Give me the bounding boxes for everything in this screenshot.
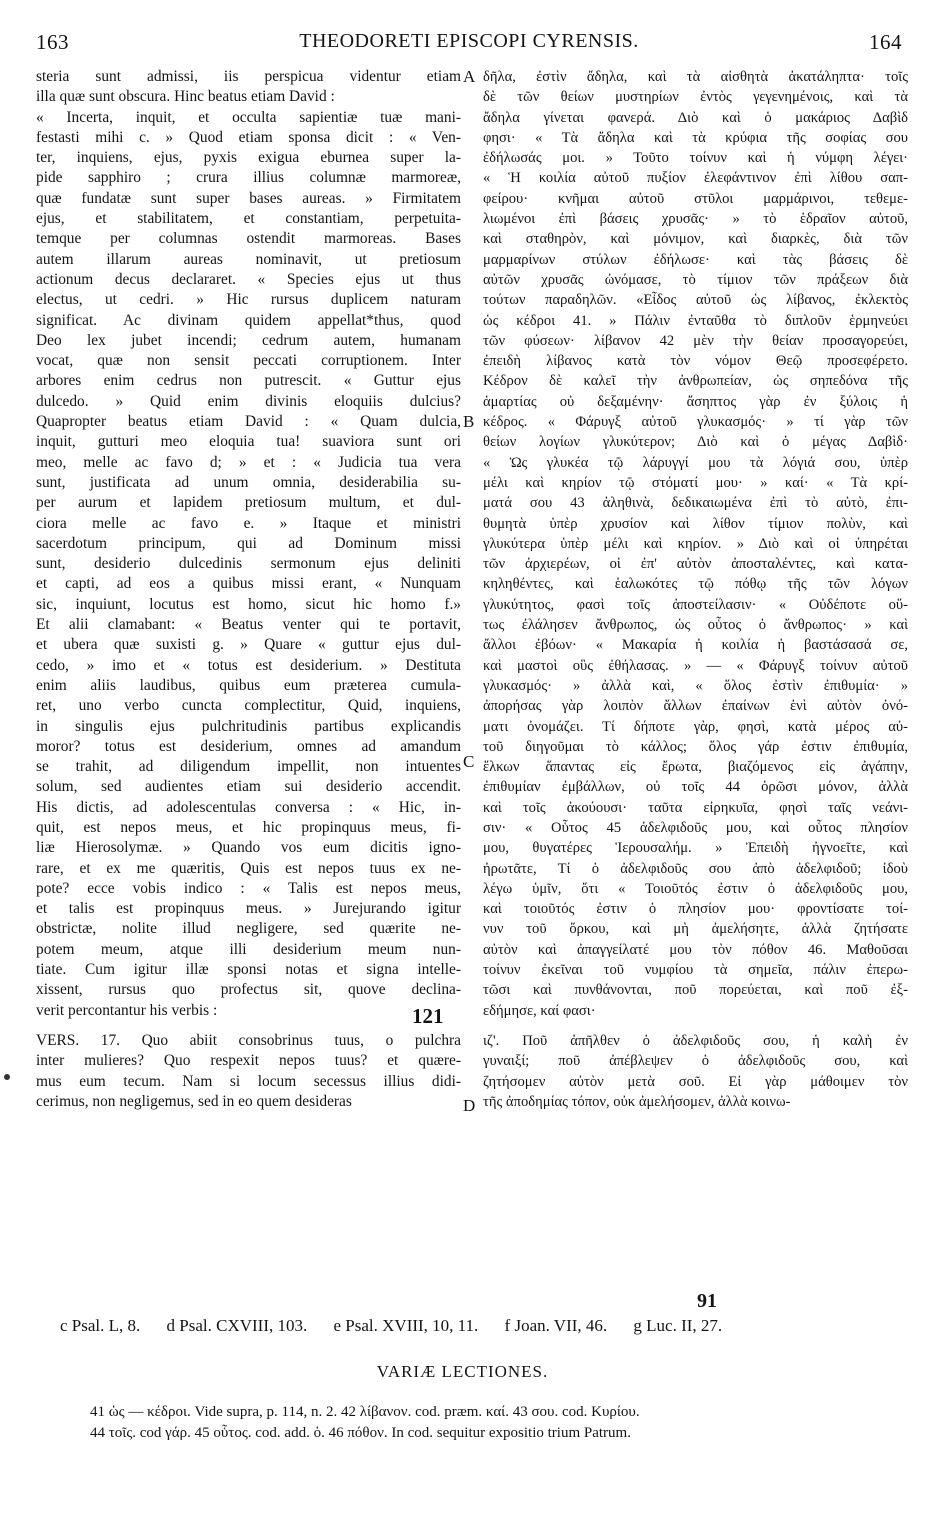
- greek-text-line: αὐτῶν χρυσᾶς ὠνόμασε, τὸ τίμιον τῶν πράξεων διὰ: [483, 271, 908, 288]
- greek-text-line: δὲ τῶν θείων μυστηρίων ἐντὸς γεγενημένοις, καὶ τὰ: [483, 89, 908, 106]
- variant-line: 44 τοῖς. cod γάρ. 45 οὗτος. cod. add. ὁ. 46 πόθον. In cod. sequitur expositio trium Patrum.: [90, 1425, 631, 1441]
- greek-text-line: ιζ'. Ποῦ ἀπῆλθεν ὁ ἀδελφιδοῦς σου, ἡ καλὴ ἐν: [483, 1032, 908, 1049]
- greek-text-line: ματι ὀνομάζει. Τί δήποτε γὰρ, φησὶ, κατὰ μέρος αὐ-: [483, 718, 908, 735]
- greek-text-line: καὶ τοιοῦτός ἐστιν ὁ πλησίον μου· φροντίσατε τοί-: [483, 901, 908, 918]
- greek-text-line: κέδρος. « Φάρυγξ αὐτοῦ γλυκασμός· » τί γὰρ τῶν: [483, 414, 908, 431]
- latin-text-line: solum, sed audientes etiam sui desiderio accendit.: [36, 778, 461, 796]
- greek-text-line: φησι· « Τὰ ἄδηλα καὶ τὰ κρύφια τῆς σοφίας σου: [483, 129, 908, 146]
- latin-text-line: xissent, rursus quo profectus sit, quove declina-: [36, 981, 461, 999]
- handwritten-stamp: 91: [697, 1290, 717, 1312]
- greek-text-line: γλυκασμός· » ἀλλὰ καὶ, « ὅλος ἐστὶν ἐπιθυμία· »: [483, 677, 908, 694]
- greek-text-line: γλυκύτητος, φασὶ τοῖς ἀποστείλασιν· « Οὐδέποτε οὕ-: [483, 596, 908, 613]
- latin-text-line: sunt, desiderio dulcedinis sermonum ejus deliniti: [36, 555, 461, 573]
- latin-text-line: temque per columnas ostendit marmoreas. Bases: [36, 230, 461, 248]
- greek-text-line: εδήμησε, καί φασι·: [483, 1002, 596, 1019]
- latin-text-line: Et alii clamabant: « Beatus venter qui te portavit,: [36, 616, 461, 634]
- latin-text-line: autem illarum aureas nominavit, ut pretiosum: [36, 250, 461, 268]
- greek-text-line: λιωμένοι ἐπὶ βάσεις χρυσᾶς· » τὸ ἑδραῖον αὐτοῦ,: [483, 211, 908, 228]
- latin-text-line: Quapropter beatus etiam David : « Quam dulcia,: [36, 413, 461, 431]
- latin-text-line: mus eum tecum. Nam si locum secessus illius didi-: [36, 1072, 461, 1090]
- greek-text-line: τως ἐλάλησεν ἄνθρωπος, ὡς οὗτος ὁ ἄνθρωπος· » καὶ: [483, 617, 908, 634]
- latin-text-line: cerimus, non negligemus, sed in eo quem desideras: [36, 1092, 352, 1110]
- latin-text-line: in singulis ejus pulchritudinis partibus explicandis: [36, 717, 461, 735]
- latin-text-line: arbores enim cedrus non putrescit. « Guttur ejus: [36, 372, 461, 390]
- footnote-references: [60, 1316, 880, 1336]
- latin-text-line: sacerdotum principum, qui ad Dominum missi: [36, 534, 461, 552]
- latin-text-line: inter mulieres? Quo respexit nepos tuus? et quære-: [36, 1052, 461, 1070]
- greek-text-line: λέγω ὑμῖν, ὅτι « Τοιοῦτός ἐστιν ὁ ἀδελφιδοῦς μου,: [483, 880, 908, 897]
- greek-text-line: ἕλκων ἅπαντας εἰς ἔρωτα, βιαζόμενος εἰς ἀγάπην,: [483, 759, 908, 776]
- latin-text-line: et ubera quæ suxisti g. » Quare « guttur ejus dul-: [36, 636, 461, 654]
- greek-text-line: ἐπειδὴ λίβανος κατὰ τὸν νόμον Θεῷ προσεφέρετο.: [483, 353, 908, 370]
- greek-text-line: τῶν φύσεων· λίβανον 42 μὲν τὴν θείαν προσαγορεύει,: [483, 332, 908, 349]
- latin-text-line: obstrictæ, nolite illud negligere, sed quærite ne-: [36, 920, 461, 938]
- latin-text-line: [36, 1021, 461, 1031]
- greek-text-line: ἄδηλα γίνεται φανερά. Διὸ καὶ ὁ μακάριος Δαβὶδ: [483, 109, 908, 126]
- ink-dot: [4, 1074, 10, 1080]
- latin-text-line: potem meum, atque illi desiderium meum nun-: [36, 940, 461, 958]
- latin-text-line: sic, inquiunt, locutus est homo, sicut hic homo f.»: [36, 595, 461, 613]
- greek-text-line: τούτων παραδηλῶν. «Εἶδος αὐτοῦ ὡς λίβανος, ἐκλεκτὸς: [483, 292, 908, 309]
- greek-text-line: μέλι καὶ κηρίον τῷ στόματί μου· » καί· « Τὰ κρί-: [483, 474, 908, 491]
- latin-text-line: verit percontantur his verbis :: [36, 1001, 218, 1019]
- running-head: THEODORETI EPISCOPI CYRENSIS.: [299, 30, 639, 52]
- latin-text-line: quit, est nepos meus, et hic propinquus meus, fi-: [36, 818, 461, 836]
- footnote-ref: f Joan. VII, 46.: [504, 1316, 608, 1335]
- variants-title: VARIÆ LECTIONES.: [376, 1362, 549, 1381]
- greek-text-line: καὶ τοῖς ἀκούουσι· ταῦτα εἰρηκυῖα, φησὶ ταῖς νεάνι-: [483, 799, 908, 816]
- latin-column: [36, 67, 461, 1112]
- greek-text-line: « Ὡς γλυκέα τῷ λάρυγγί μου τὰ λόγιά σου, ὑπὲρ: [483, 454, 908, 471]
- greek-text-line: φείρου· κνῆμαι αὐτοῦ στῦλοι μαρμάρινοι, τεθεμε-: [483, 190, 908, 207]
- latin-text-line: steria sunt admissi, iis perspicua videntur etiam: [36, 68, 461, 85]
- latin-text-line: rare, et ex me quæritis, Quis est nepos tuus ex ne-: [36, 859, 461, 877]
- latin-text-line: sunt, justificata ad unum omnia, desiderabilia su-: [36, 473, 461, 491]
- latin-text-line: ciora melle ac favo e. » Itaque et ministri: [36, 514, 461, 532]
- greek-text-line: ἠρωτᾶτε, Τί ὁ ἀδελφιδοῦς σου ἀπὸ ἀδελφιδοῦ; ἰδοὺ: [483, 860, 908, 877]
- latin-text-line: pide sapphiro ; crura illius columnæ marmoreæ,: [36, 169, 461, 187]
- greek-text-line: σιν· « Οὗτος 45 ἀδελφιδοῦς μου, καὶ οὗτος πλησίον: [483, 819, 908, 836]
- page-marker: 121: [412, 1004, 444, 1028]
- latin-text-line: dulcedo. » Quid enim divinis eloquiis dulcius?: [36, 392, 461, 410]
- greek-text-line: αὐτὸν καὶ ἀπαγγείλατέ μου τὸν πόθον 46. Μαθοῦσαι: [483, 941, 908, 958]
- latin-text-line: ter, inquiens, ejus, pyxis exigua eburnea super la-: [36, 149, 461, 167]
- latin-text-line: vocat, quæ non sensit peccati corruptionem. Inter: [36, 352, 461, 370]
- greek-text-line: ζητήσομεν αὐτὸν μετὰ σοῦ. Εἰ γὰρ μάθοιμεν τὸν: [483, 1073, 908, 1090]
- greek-text-line: ὡς κέδροι 41. » Πάλιν ἐνταῦθα τὸ διπλοῦν ἑρμηνεύει: [483, 312, 908, 329]
- greek-text-line: νυν τοῦ ὅρκου, καὶ μὴ ἀμελήσητε, ἀλλὰ ζητήσατε: [483, 921, 908, 938]
- latin-text-line: liæ Hierosolymæ. » Quando vos eum dicitis igno-: [36, 839, 461, 857]
- greek-text-line: « Ἡ κοιλία αὐτοῦ πυξίον ἐλεφάντινον ἐπὶ λίθου σαπ-: [483, 170, 908, 187]
- greek-text-line: τῶν ἀρχιερέων, οἱ ἐπ' αὐτὸν ἀποσταλέντες, καὶ κατα-: [483, 556, 908, 573]
- greek-text-line: τοῦ διηγοῦμαι τὸ κάλλος; ὅλος γάρ ἐστιν ἐπιθυμία,: [483, 738, 908, 755]
- latin-text-line: et capti, ad eos a quibus missi erant, « Nunquam: [36, 575, 461, 593]
- greek-text-line: γυναιξί; ποῦ ἀπέβλεψεν ὁ ἀδελφιδοῦς σου, καὶ: [483, 1053, 908, 1070]
- page-header: [36, 30, 902, 64]
- greek-text-line: [483, 1021, 908, 1031]
- variant-readings: [90, 1402, 890, 1444]
- latin-text-line: actionum decus declararet. « Species ejus ut thus: [36, 270, 461, 288]
- latin-text-line: quæ fundatæ sunt super bases aureas. » Firmitatem: [36, 189, 461, 207]
- latin-text-line: His dictis, ad adolescentulas conversa : « Hic, in-: [36, 798, 461, 816]
- page-number-left: 163: [36, 30, 69, 54]
- latin-text-line: ejus, et stabilitatem, et constantiam, perpetuita-: [36, 210, 461, 228]
- greek-column: [483, 67, 908, 1112]
- latin-text-line: pote? ecce vobis indico : « Talis est nepos meus,: [36, 879, 461, 897]
- margin-marker-c: C: [463, 752, 475, 771]
- greek-text-line: Κέδρον δὲ καλεῖ τὴν ἀνθρωπείαν, ὡς σηπεδόνα τῆς: [483, 373, 908, 390]
- greek-text-line: ἄλλοι ἐβόων· « Μακαρία ἡ κοιλία ἡ βαστάσασά σε,: [483, 637, 908, 654]
- latin-text-line: et talis est propinquus meus. » Jurejurando igitur: [36, 900, 461, 918]
- latin-text-line: inquit, gutturi meo eloquia tua! suaviora sunt ori: [36, 433, 461, 451]
- greek-text-line: καὶ σταθηρὸν, καὶ μόνιμον, καὶ διαρκὲς, διὰ τῶν: [483, 231, 908, 248]
- footnote-ref: d Psal. CXVIII, 103.: [166, 1316, 308, 1335]
- margin-marker-b: B: [463, 412, 475, 431]
- greek-text-line: τῶσι καὶ πυνθάνονται, ποῦ πορεύεται, καὶ ποῦ ἐξ-: [483, 982, 908, 999]
- latin-text-line: illa quæ sunt obscura. Hinc beatus etiam David :: [36, 88, 335, 106]
- greek-text-line: γλυκύτερα ὑπὲρ μέλι καὶ κηρίον. » Διὸ καὶ οἱ ὑπηρέται: [483, 535, 908, 552]
- latin-text-line: se trahit, ad diligendum impellit, non intuentes: [36, 758, 461, 776]
- latin-text-line: VERS. 17. Quo abiit consobrinus tuus, o pulchra: [36, 1031, 461, 1049]
- page-number-right: 164: [869, 30, 902, 54]
- margin-marker-d: D: [463, 1096, 476, 1115]
- greek-text-line: ματά σου 43 ἀληθινὰ, δεδικαιωμένα ἐπὶ τὸ αὐτὸ, ἐπι-: [483, 495, 908, 512]
- greek-text-line: καὶ μαστοὶ οὓς ἐθήλασας. » — « Φάρυγξ τοίνυν αὐτοῦ: [483, 657, 908, 674]
- latin-text-line: electus, ut cedri. » Hic rursus duplicem naturam: [36, 291, 461, 309]
- greek-text-line: θείων λογίων γλυκύτερον; Διὸ καὶ ὁ μέγας Δαβὶδ·: [483, 434, 908, 451]
- greek-text-line: θυμητὰ ὑπὲρ χρυσίον καὶ λίθον τίμιον πολὺν, καὶ: [483, 515, 908, 532]
- greek-text-line: μαρμαρίνων στύλων ἐδήλωσε· καὶ τὰς βάσεις δὲ: [483, 251, 908, 268]
- greek-text-line: μου, θυγατέρες Ἱερουσαλήμ. » Ἐπειδὴ ἠγνοεῖτε, καὶ: [483, 840, 908, 857]
- greek-text-line: ἐδήλωσάς μοι. » Τοῦτο τοίνυν καὶ ἡ νύμφη λέγει·: [483, 150, 908, 167]
- footnote-ref: g Luc. II, 27.: [633, 1316, 723, 1335]
- latin-text-line: ret, uno verbo cuncta complectitur, Quid, inquiens,: [36, 697, 461, 715]
- latin-text-line: festasti mihi c. » Quod etiam sponsa dicit : « Ven-: [36, 128, 461, 146]
- greek-text-line: ἁμαρτίας οὐ δεξαμένην· ἄσηπτος γὰρ ἐν ξύλοις ἡ: [483, 393, 908, 410]
- latin-text-line: cedo, » imo et « totus est desiderium. » Destituta: [36, 656, 461, 674]
- latin-text-line: meo, melle ac favo d; » et : « Judicia tua vera: [36, 453, 461, 471]
- greek-text-line: τῆς ἀποδημίας τόπον, οὐκ ἀμελήσομεν, ἀλλὰ κοινω-: [483, 1093, 791, 1110]
- greek-text-line: ἐπιθυμίαν ἐμβάλλων, οὐ τοῖς 44 ὁρῶσι μόνον, ἀλλὰ: [483, 779, 908, 796]
- greek-text-line: δῆλα, ἐστὶν ἄδηλα, καὶ τὰ αἰσθητὰ ἀκατάληπτα· τοῖς: [483, 69, 908, 85]
- footnote-ref: c Psal. L, 8.: [60, 1316, 141, 1335]
- latin-text-line: Deo lex jubet incendi; cedrum autem, humanam: [36, 331, 461, 349]
- latin-text-line: « Incerta, inquit, et occulta sapientiæ tuæ mani-: [36, 108, 461, 126]
- latin-text-line: enim aliis laudibus, quibus eum præterea cumula-: [36, 676, 461, 694]
- greek-text-line: κηληθέντες, καὶ ἑαλωκότες τῷ πόθῳ τῆς τῶν λόγων: [483, 576, 908, 593]
- latin-text-line: significat. Ac divinam quidem appellat*thus, quod: [36, 311, 461, 329]
- greek-text-line: τοίνυν ἐκεῖναι τοῦ νυμφίου τὰ σημεῖα, πάλιν ἐπερω-: [483, 962, 908, 979]
- greek-text-line: ἀπορήσας γὰρ λοιπὸν ἄλλων ἐπαίνων ἑνὶ αὐτὸν ὀνό-: [483, 698, 908, 715]
- latin-text-line: moror? totus est desiderium, omnes ad amandum: [36, 737, 461, 755]
- margin-marker-a: A: [463, 67, 476, 86]
- latin-text-line: tiate. Cum igitur illæ sponsi notas et signa intelle-: [36, 961, 461, 979]
- latin-text-line: per aurum et lapidem pretiosum multum, et dul-: [36, 494, 461, 512]
- footnote-ref: e Psal. XVIII, 10, 11.: [333, 1316, 479, 1335]
- variant-line: 41 ὡς — κέδροι. Vide supra, p. 114, n. 2. 42 λίβανον. cod. præm. καί. 43 σου. cod. Κυρίου.: [90, 1404, 640, 1420]
